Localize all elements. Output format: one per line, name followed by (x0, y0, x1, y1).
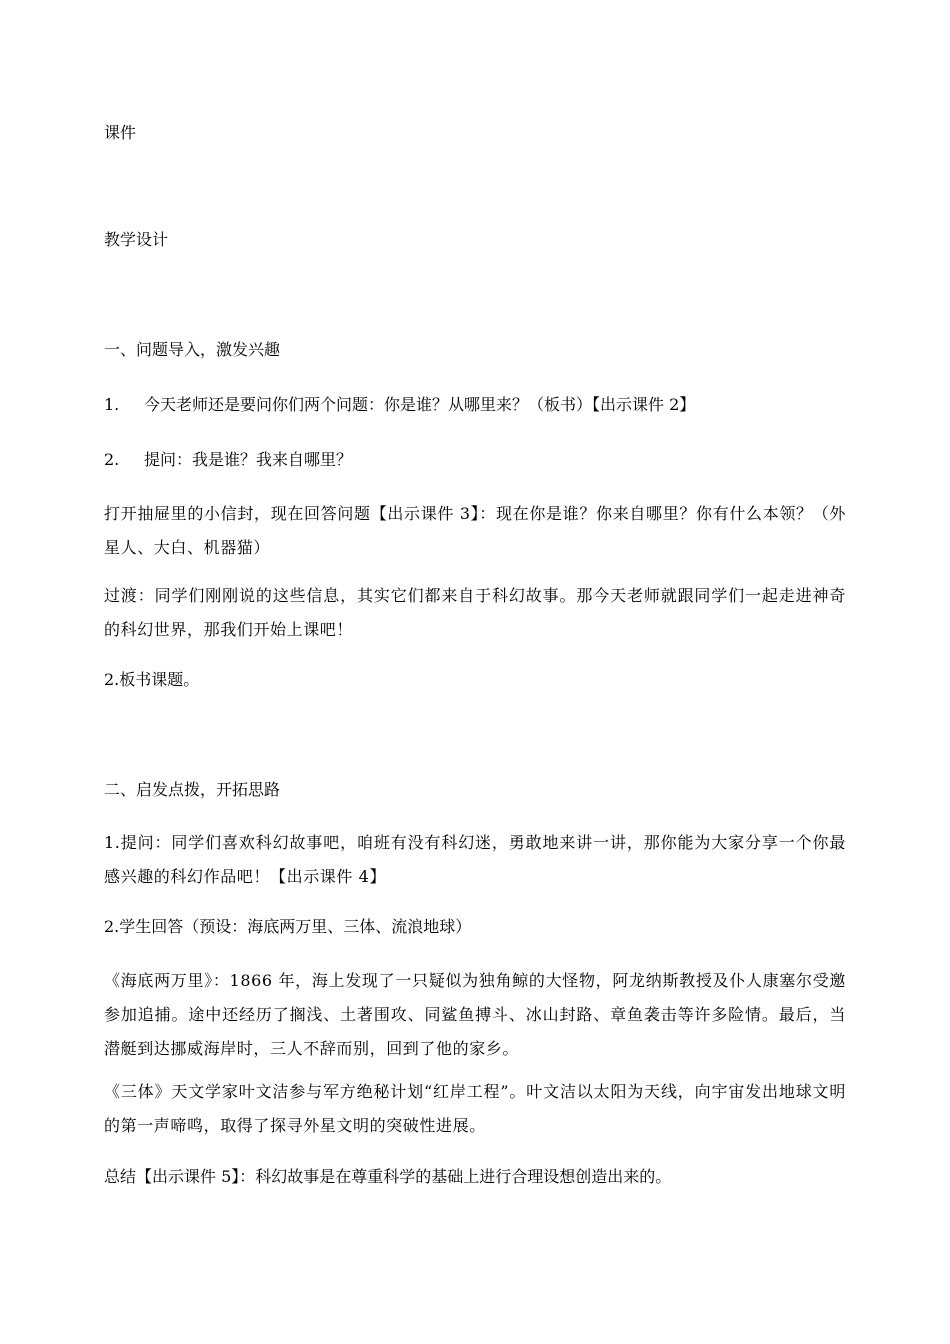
section1-open-envelope-para: 打开抽屉里的小信封，现在回答问题【出示课件 3】：现在你是谁？你来自哪里？你有什么本领？（外星人、大白、机器猫） (104, 504, 846, 557)
jiaoxue-sheji-label: 教学设计 (104, 230, 169, 249)
item2-number: 2. (104, 450, 120, 469)
section2-summary-para: 总结【出示课件 5】：科幻故事是在尊重科学的基础上进行合理设想创造出来的。 (104, 1167, 672, 1186)
section2-heading: 二、启发点拨，开拓思路 (104, 780, 281, 799)
item1-text: 今天老师还是要问你们两个问题：你是谁？从哪里来？（板书）【出示课件 2】 (144, 395, 696, 414)
section2-haidi-para: 《海底两万里》：1866 年，海上发现了一只疑似为独角鲸的大怪物，阿龙纳斯教授及仆人康塞尔受邀参加追捕。途中还经历了搁浅、土著围攻、同鲨鱼搏斗、冰山封路、章鱼袭击等许多险情。最后，当潜艇到达挪威海岸时，三人不辞而别，回到了他的家乡。 (104, 971, 846, 1058)
item2-text: 提问：我是谁？我来自哪里？ (144, 450, 353, 469)
section2-question-para: 1.提问：同学们喜欢科幻故事吧，咱班有没有科幻迷，勇敢地来讲一讲，那你能为大家分享一个你最感兴趣的科幻作品吧！【出示课件 4】 (104, 833, 846, 886)
section1-item2 (104, 449, 846, 471)
section2-answer-para: 2.学生回答（预设：海底两万里、三体、流浪地球） (104, 917, 472, 936)
section1-item1 (104, 394, 846, 416)
kejian-label: 课件 (104, 123, 137, 142)
section2-santi-para: 《三体》天文学家叶文洁参与军方绝秘计划“红岸工程”。叶文洁以太阳为天线，向宇宙发出地球文明的第一声啼鸣，取得了探寻外星文明的突破性进展。 (104, 1082, 846, 1135)
section1-heading: 一、问题导入，激发兴趣 (104, 340, 281, 359)
section1-board-title-para: 2.板书课题。 (104, 670, 200, 689)
item1-number: 1. (104, 395, 120, 414)
section1-transition-para: 过渡：同学们刚刚说的这些信息，其实它们都来自于科幻故事。那今天老师就跟同学们一起走进神奇的科幻世界，那我们开始上课吧！ (104, 586, 846, 639)
